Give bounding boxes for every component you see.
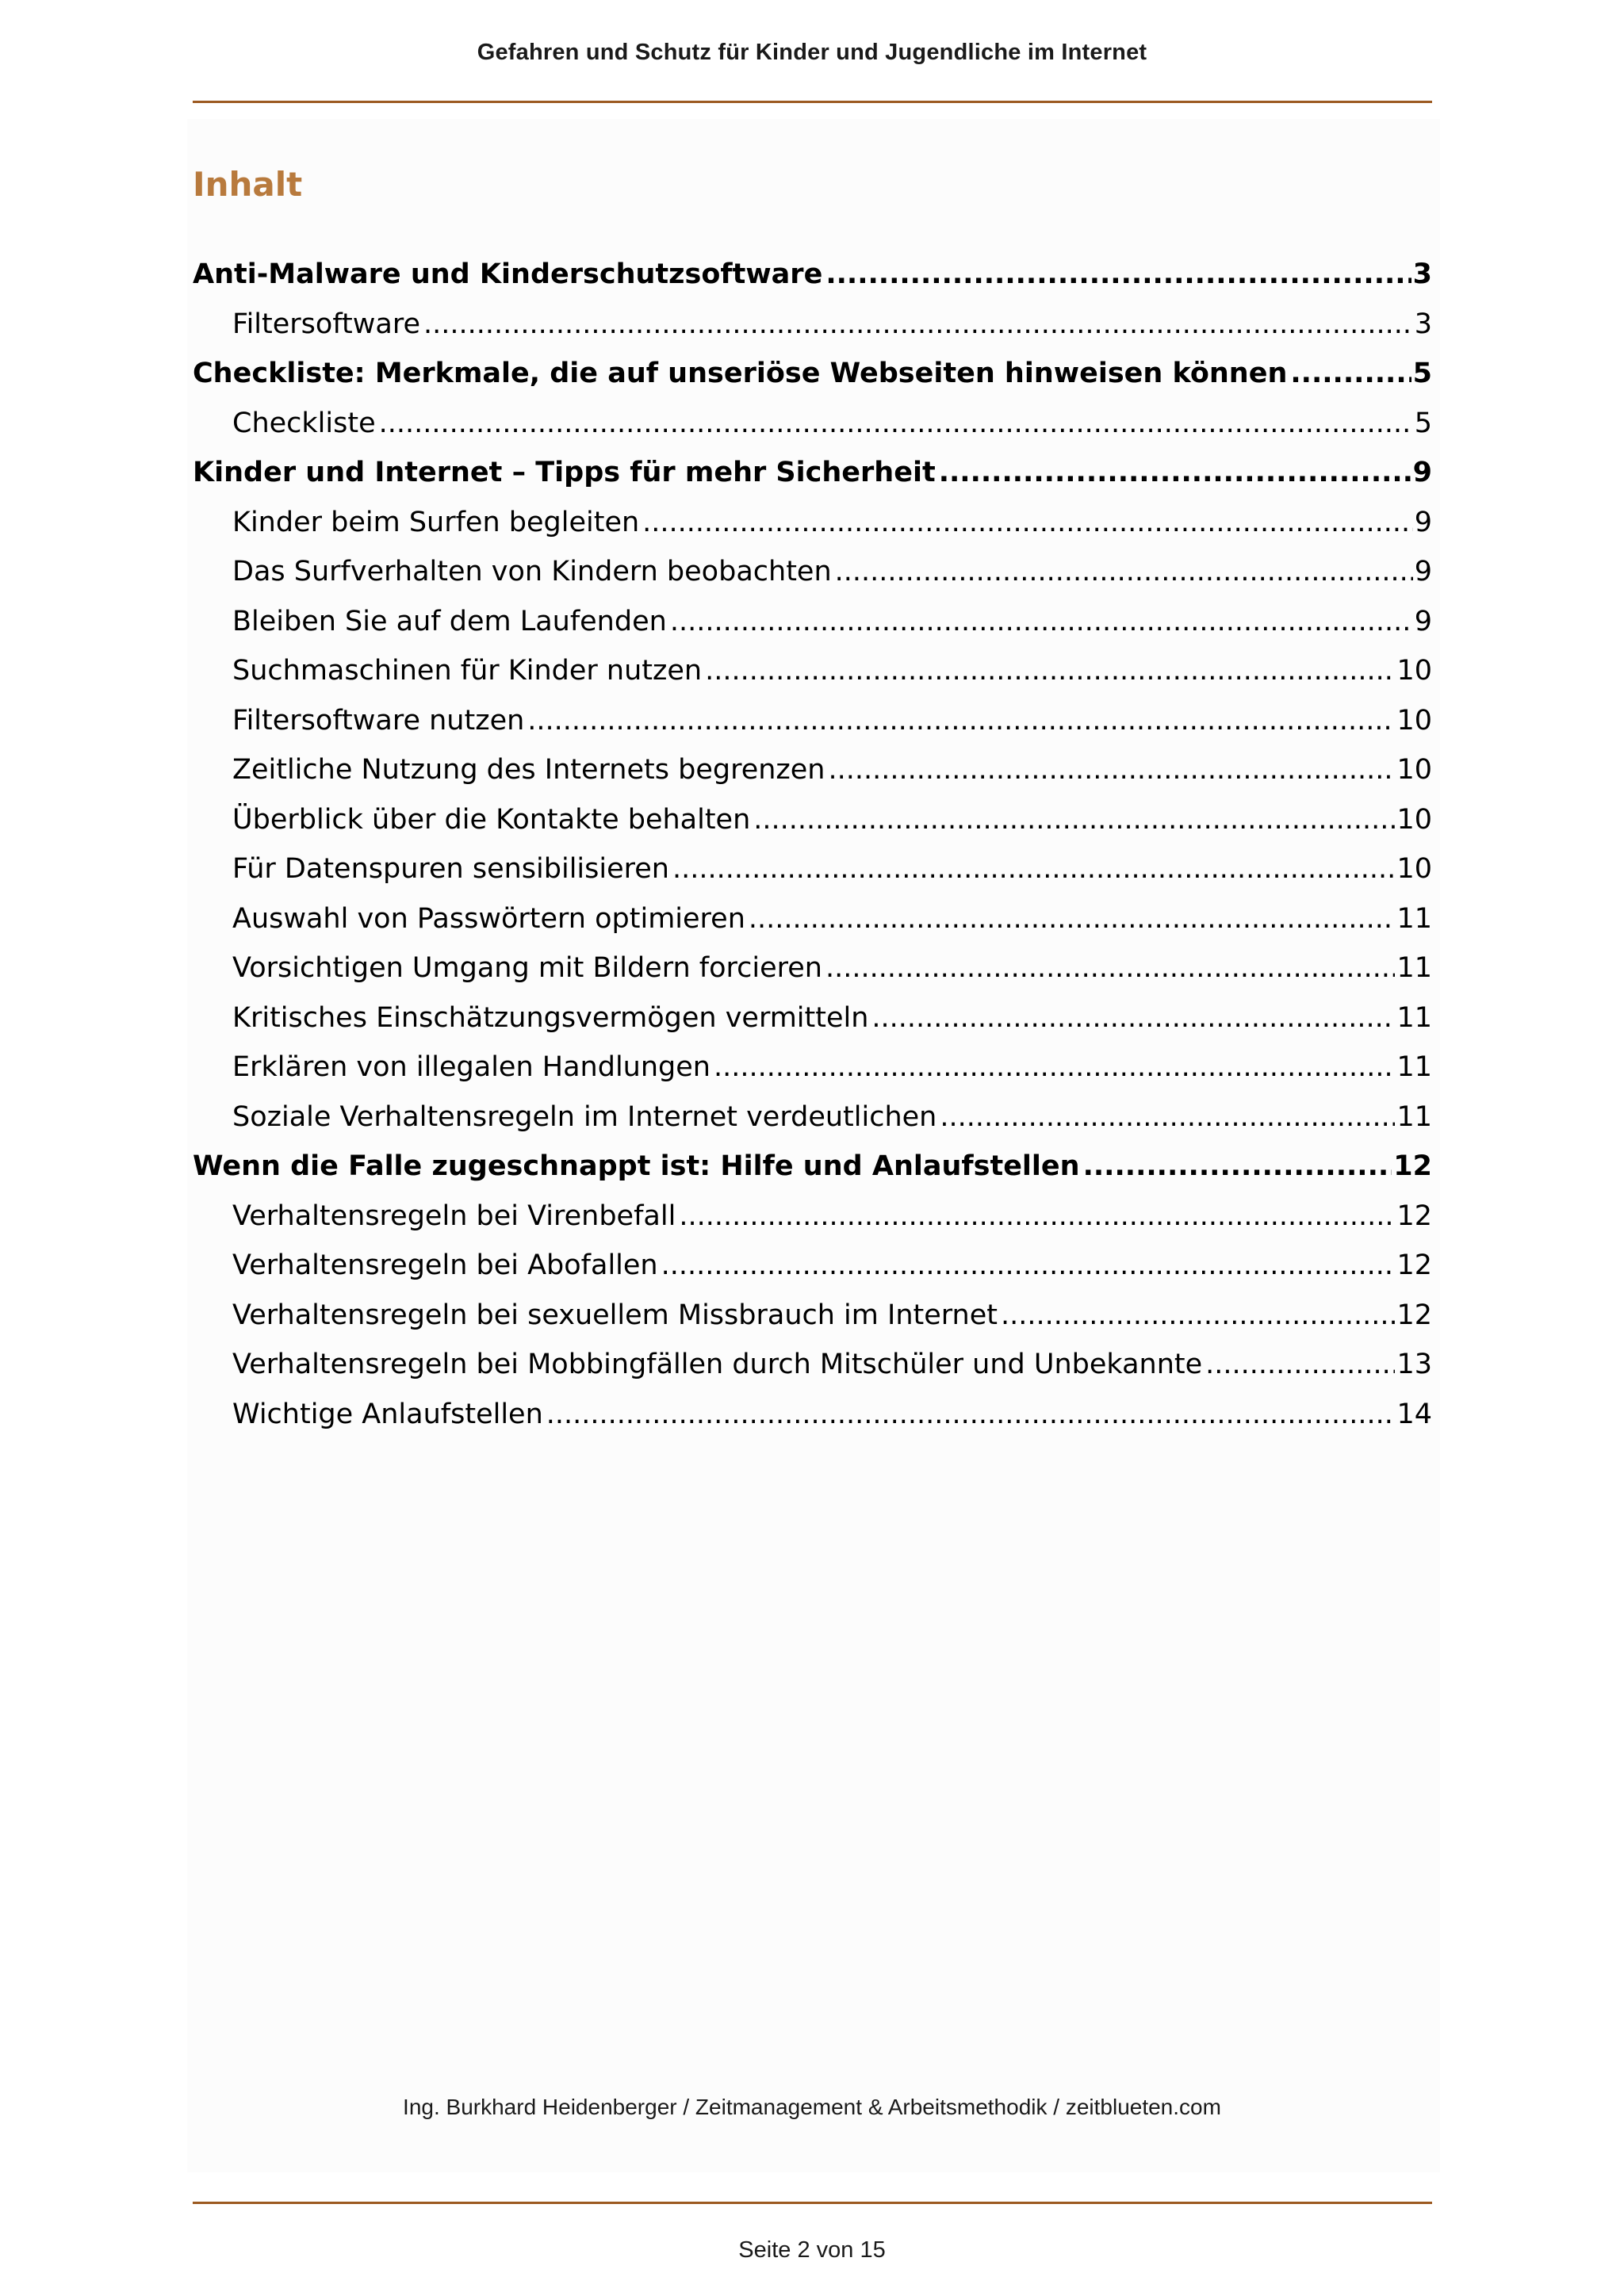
footer-divider	[193, 2202, 1432, 2204]
toc-entry-page: 9	[1414, 605, 1432, 637]
toc-entry-page: 9	[1414, 506, 1432, 538]
toc-dot-leader	[753, 795, 1395, 845]
toc-entry-page: 5	[1412, 358, 1432, 389]
toc-entry-title: Anti-Malware und Kinderschutzsoftware	[193, 258, 823, 290]
toc-entry-title: Soziale Verhaltensregeln im Internet verdeutlichen	[232, 1100, 937, 1133]
toc-entry-section[interactable]	[193, 894, 1432, 944]
toc-entry-page: 3	[1412, 258, 1432, 290]
toc-entry-title: Kritisches Einschätzungsvermögen vermitteln	[232, 1001, 869, 1034]
toc-dot-leader	[940, 1093, 1395, 1142]
toc-entry-title: Verhaltensregeln bei Virenbefall	[232, 1200, 676, 1232]
toc-entry-title: Vorsichtigen Umgang mit Bildern forcieren	[232, 952, 822, 984]
toc-entry-chapter[interactable]	[193, 1142, 1432, 1192]
toc-entry-section[interactable]	[193, 795, 1432, 845]
toc-entry-chapter[interactable]	[193, 250, 1432, 300]
toc-entry-title: Verhaltensregeln bei Mobbingfällen durch Mitschüler und Unbekannte	[232, 1349, 1203, 1380]
toc-entry-title: Überblick über die Kontakte behalten	[232, 803, 751, 836]
toc-entry-page: 9	[1414, 556, 1432, 587]
toc-dot-leader	[829, 745, 1396, 795]
toc-entry-page: 12	[1396, 1299, 1432, 1331]
toc-entry-page: 3	[1414, 308, 1432, 340]
toc-entry-title: Checkliste: Merkmale, die auf unseriöse Webseiten hinweisen können	[193, 358, 1288, 389]
toc-entry-page: 11	[1396, 1001, 1432, 1034]
toc-entry-section[interactable]	[193, 1093, 1432, 1142]
toc-entry-page: 10	[1396, 704, 1432, 737]
toc-entry-page: 12	[1393, 1150, 1432, 1182]
toc-entry-page: 12	[1396, 1249, 1432, 1281]
toc-dot-leader	[1290, 349, 1411, 399]
toc-dot-leader	[423, 300, 1413, 350]
toc-dot-leader	[939, 448, 1411, 498]
toc-dot-leader	[670, 597, 1413, 647]
toc-entry-section[interactable]	[193, 399, 1432, 449]
toc-entry-chapter[interactable]	[193, 448, 1432, 498]
toc-entry-page: 11	[1396, 952, 1432, 984]
toc-entry-section[interactable]	[193, 597, 1432, 647]
toc-dot-leader	[825, 250, 1411, 300]
toc-entry-title: Erklären von illegalen Handlungen	[232, 1051, 710, 1083]
toc-entry-section[interactable]	[193, 547, 1432, 597]
toc-dot-leader	[379, 399, 1413, 449]
toc-entry-title: Suchmaschinen für Kinder nutzen	[232, 655, 703, 687]
toc-entry-title: Filtersoftware nutzen	[232, 704, 525, 737]
toc-entry-section[interactable]	[193, 993, 1432, 1043]
toc-entry-section[interactable]	[193, 300, 1432, 350]
toc-entry-title: Für Datenspuren sensibilisieren	[232, 853, 669, 885]
toc-entry-page: 13	[1396, 1349, 1432, 1380]
toc-dot-leader	[642, 498, 1413, 548]
toc-entry-page: 12	[1396, 1200, 1432, 1232]
toc-entry-title: Zeitliche Nutzung des Internets begrenzen	[232, 754, 825, 786]
toc-entry-section[interactable]	[193, 1192, 1432, 1242]
toc-dot-leader	[749, 894, 1396, 944]
toc-entry-chapter[interactable]	[193, 349, 1432, 399]
toc-entry-section[interactable]	[193, 1340, 1432, 1390]
toc-entry-page: 14	[1396, 1398, 1432, 1430]
toc-dot-leader	[527, 696, 1395, 746]
toc-entry-section[interactable]	[193, 498, 1432, 548]
toc-dot-leader	[835, 547, 1413, 597]
toc-entry-page: 10	[1396, 655, 1432, 687]
toc-entry-section[interactable]	[193, 1291, 1432, 1341]
toc-entry-section[interactable]	[193, 943, 1432, 993]
toc-entry-section[interactable]	[193, 1241, 1432, 1291]
header-divider	[193, 101, 1432, 103]
toc-entry-page: 11	[1396, 1100, 1432, 1133]
toc-entry-title: Wenn die Falle zugeschnappt ist: Hilfe und Anlaufstellen	[193, 1150, 1080, 1182]
toc-heading: Inhalt	[193, 165, 303, 204]
toc-entry-title: Checkliste	[232, 407, 376, 439]
toc-dot-leader	[825, 943, 1395, 993]
toc-entry-page: 5	[1414, 407, 1432, 439]
toc-dot-leader	[1001, 1291, 1395, 1341]
toc-entry-title: Filtersoftware	[232, 308, 420, 340]
toc-entry-title: Das Surfverhalten von Kindern beobachten	[232, 556, 832, 587]
toc-entry-title: Bleiben Sie auf dem Laufenden	[232, 605, 667, 637]
toc-entry-title: Verhaltensregeln bei sexuellem Missbrauch im Internet	[232, 1299, 998, 1331]
toc-entry-page: 11	[1396, 902, 1432, 935]
toc-dot-leader	[1083, 1142, 1392, 1192]
toc-entry-page: 11	[1396, 1051, 1432, 1083]
toc-dot-leader	[661, 1241, 1396, 1291]
table-of-contents	[193, 250, 1432, 1439]
toc-entry-section[interactable]	[193, 646, 1432, 696]
toc-entry-section[interactable]	[193, 844, 1432, 894]
toc-dot-leader	[546, 1390, 1396, 1440]
toc-entry-section[interactable]	[193, 1043, 1432, 1093]
toc-dot-leader	[705, 646, 1395, 696]
toc-entry-page: 10	[1396, 853, 1432, 885]
toc-entry-page: 10	[1396, 754, 1432, 786]
toc-entry-page: 10	[1396, 803, 1432, 836]
toc-dot-leader	[871, 993, 1395, 1043]
toc-dot-leader	[672, 844, 1395, 894]
toc-entry-title: Auswahl von Passwörtern optimieren	[232, 902, 745, 935]
toc-entry-title: Kinder und Internet – Tipps für mehr Sicherheit	[193, 457, 936, 488]
toc-entry-title: Verhaltensregeln bei Abofallen	[232, 1249, 658, 1281]
toc-entry-section[interactable]	[193, 745, 1432, 795]
toc-entry-page: 9	[1412, 457, 1432, 488]
toc-dot-leader	[714, 1043, 1395, 1093]
footer-author-line: Ing. Burkhard Heidenberger / Zeitmanagement & Arbeitsmethodik / zeitblueten.com	[403, 2095, 1221, 2119]
toc-entry-title: Kinder beim Surfen begleiten	[232, 506, 640, 538]
toc-dot-leader	[1205, 1340, 1395, 1390]
toc-dot-leader	[679, 1192, 1395, 1242]
toc-entry-section[interactable]	[193, 1390, 1432, 1440]
running-header: Gefahren und Schutz für Kinder und Jugendliche im Internet	[477, 40, 1147, 65]
toc-entry-section[interactable]	[193, 696, 1432, 746]
page-number: Seite 2 von 15	[738, 2237, 886, 2263]
toc-entry-title: Wichtige Anlaufstellen	[232, 1398, 543, 1430]
